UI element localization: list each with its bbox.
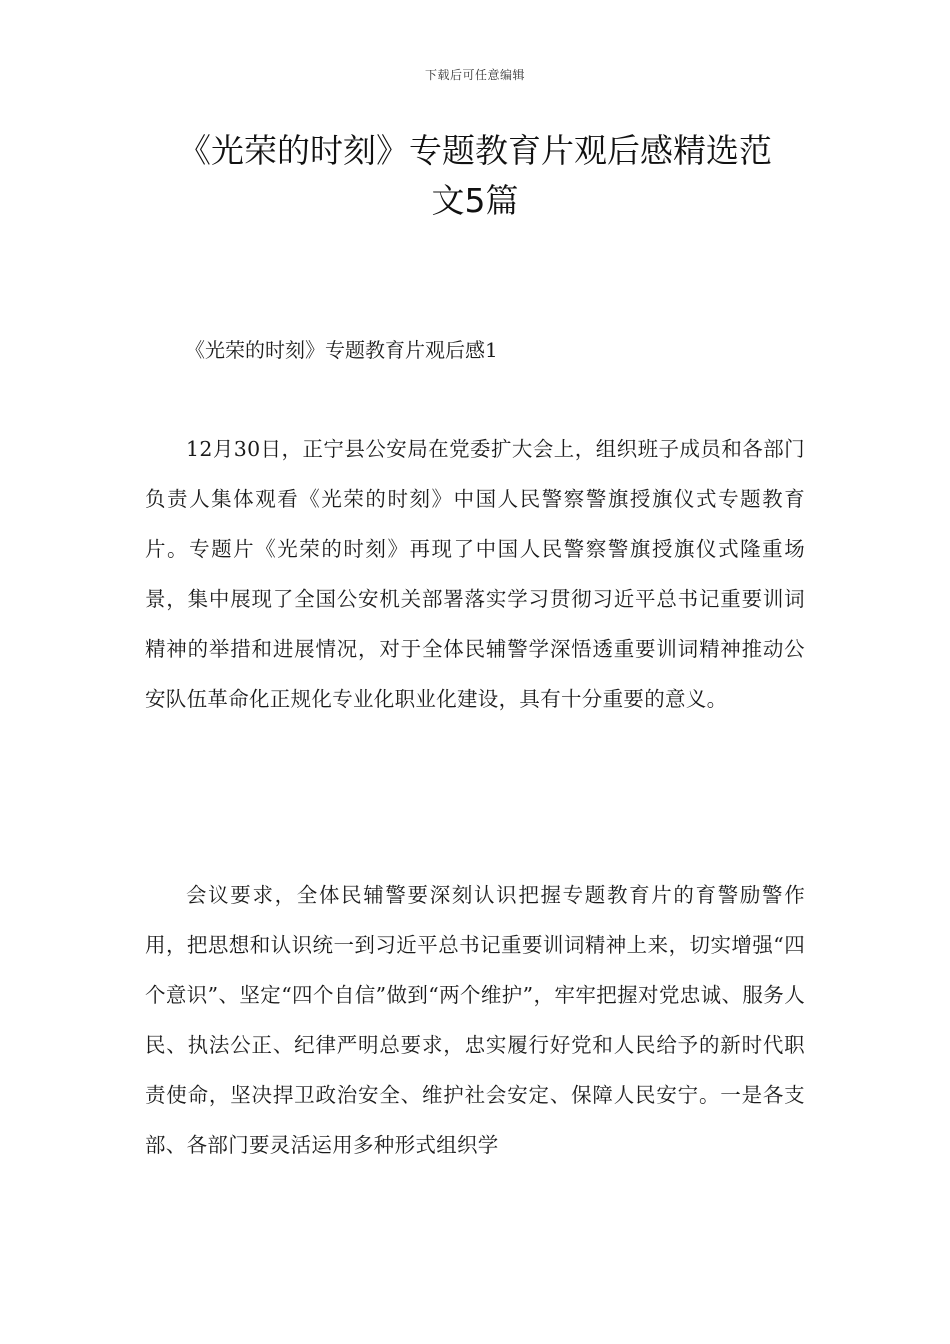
- document-title-line-1: 《光荣的时刻》专题教育片观后感精选范: [178, 131, 772, 170]
- header-note: 下载后可任意编辑: [424, 68, 525, 82]
- document-title-line-2: 文5篇: [431, 181, 519, 220]
- body-paragraph-2: 会议要求，全体民辅警要深刻认识把握专题教育片的育警励警作用，把思想和认识统一到习近平总书记重要训词精神上来，切实增强“四个意识”、坚定“四个自信”做到“两个维护”，牢牢把握对党忠诚、服务人民、执法公正、纪律严明总要求，忠实履行好党和人民给予的新时代职责使命，坚决捍卫政治安全、维护社会安定、保障人民安宁。一是各支部、各部门要灵活运用多种形式组织学: [145, 883, 805, 1157]
- document-title: [145, 126, 805, 226]
- body-paragraph-1: 12月30日，正宁县公安局在党委扩大会上，组织班子成员和各部门负责人集体观看《光荣的时刻》中国人民警察警旗授旗仪式专题教育片。专题片《光荣的时刻》再现了中国人民警察警旗授旗仪式隆重场景，集中展现了全国公安机关部署落实学习贯彻习近平总书记重要训词精神的举措和进展情况，对于全体民辅警学深悟透重要训词精神推动公安队伍革命化正规化专业化职业化建设，具有十分重要的意义。: [145, 437, 805, 711]
- section-heading: 《光荣的时刻》专题教育片观后感1: [185, 338, 498, 362]
